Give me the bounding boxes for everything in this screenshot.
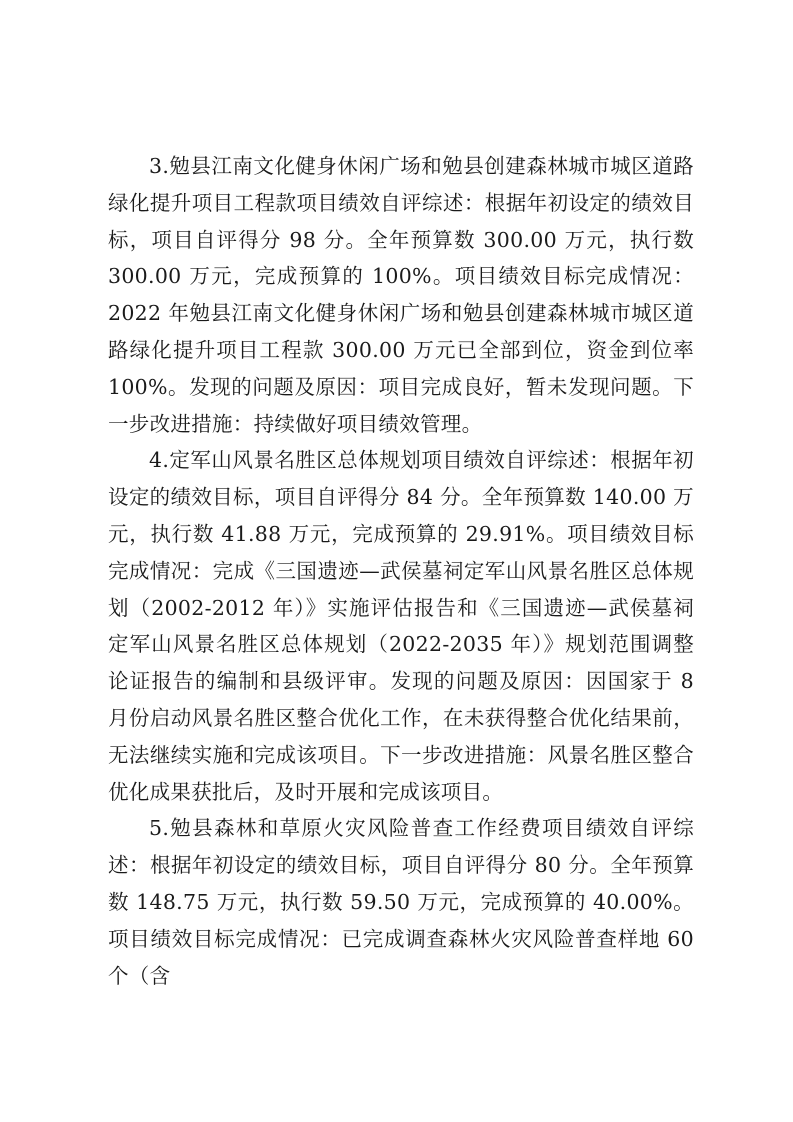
paragraph-item-3: 3.勉县江南文化健身休闲广场和勉县创建森林城市城区道路绿化提升项目工程款项目绩效自评综述：根据年初设定的绩效目标，项目自评得分 98 分。全年预算数 300.00 万元，执行数 300.00 万元，完成预算的 100%。项目绩效目标完成情况：2022 年勉县江南文化健身休闲广场和勉县创建森林城市城区道路绿化提升项目工程款 300.00 万元已全部到位，资金到位率 100%。发现的问题及原因：项目完成良好，暂未发现问题。下一步改进措施：持续做好项目绩效管理。	[108, 154, 694, 436]
document-body	[108, 148, 694, 994]
paragraph-item-4: 4.定军山风景名胜区总体规划项目绩效自评综述：根据年初设定的绩效目标，项目自评得分 84 分。全年预算数 140.00 万元，执行数 41.88 万元，完成预算的 29.91%。项目绩效目标完成情况：完成《三国遗迹—武侯墓祠定军山风景名胜区总体规划（2002-2012 年）》实施评估报告和《三国遗迹—武侯墓祠定军山风景名胜区总体规划（2022-2035 年）》规划范围调整论证报告的编制和县级评审。发现的问题及原因：因国家于 8 月份启动风景名胜区整合优化工作，在未获得整合优化结果前，无法继续实施和完成该项目。下一步改进措施：风景名胜区整合优化成果获批后，及时开展和完成该项目。	[108, 448, 694, 804]
paragraph-item-5: 5.勉县森林和草原火灾风险普查工作经费项目绩效自评综述：根据年初设定的绩效目标，项目自评得分 80 分。全年预算数 148.75 万元，执行数 59.50 万元，完成预算的 40.00%。项目绩效目标完成情况：已完成调查森林火灾风险普查样地 60 个（含	[108, 816, 694, 988]
